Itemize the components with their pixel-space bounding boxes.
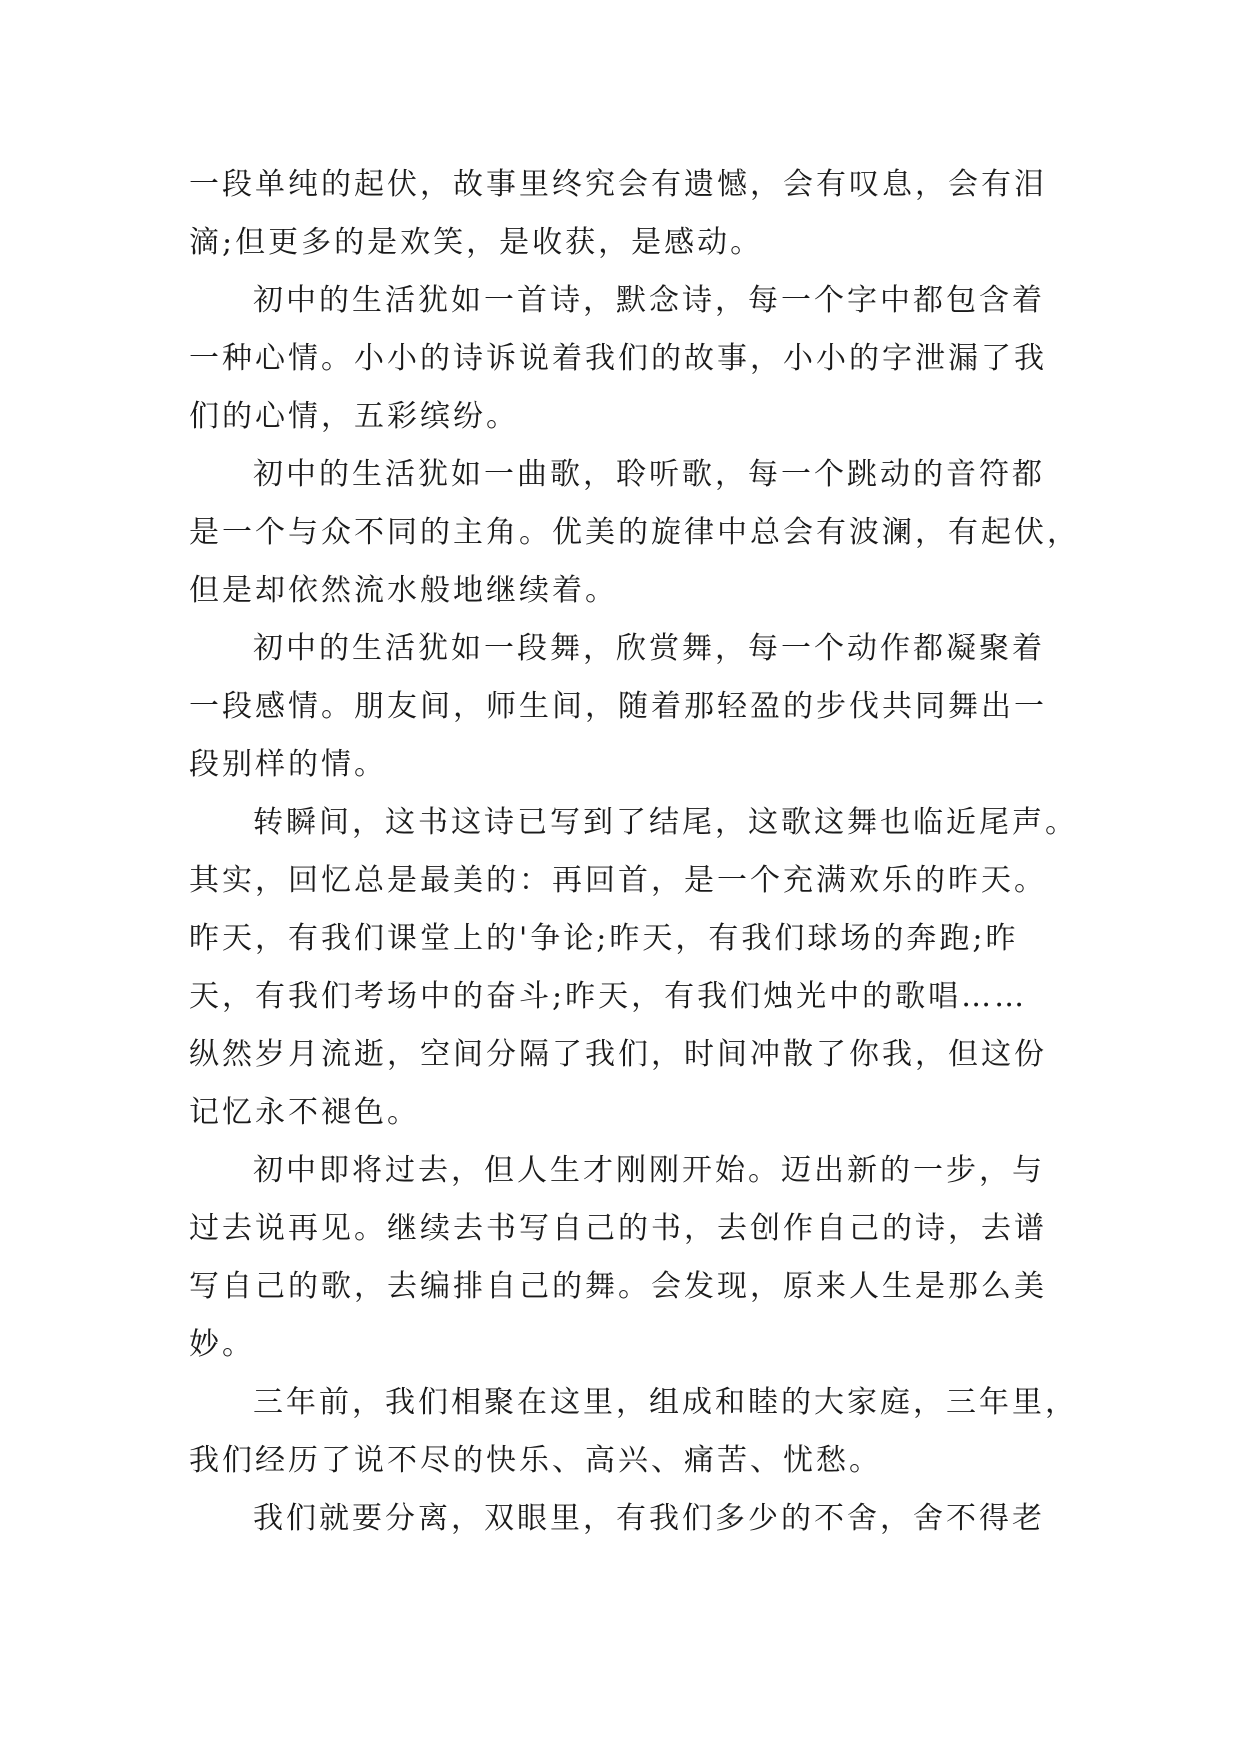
text-line: 但是却依然流水般地继续着。 [189, 573, 618, 608]
text-line: 们的心情，五彩缤纷。 [189, 399, 519, 434]
paragraph-start-line: 初中的生活犹如一首诗，默念诗，每一个字中都包含着 [253, 283, 1045, 318]
paragraph-start-line: 初中即将过去，但人生才刚刚开始。迈出新的一步，与 [253, 1153, 1045, 1188]
text-line: 过去说再见。继续去书写自己的书，去创作自己的诗，去谱 [189, 1211, 1047, 1246]
paragraph-start-line: 初中的生活犹如一曲歌，聆听歌，每一个跳动的音符都 [253, 457, 1045, 492]
paragraph-start-line: 三年前，我们相聚在这里，组成和睦的大家庭，三年里， [253, 1385, 1078, 1420]
text-line: 昨天，有我们课堂上的'争论;昨天，有我们球场的奔跑;昨 [189, 921, 1019, 956]
paragraph-start-line: 初中的生活犹如一段舞，欣赏舞，每一个动作都凝聚着 [253, 631, 1045, 666]
text-line: 天，有我们考场中的奋斗;昨天，有我们烛光中的歌唱…… [189, 979, 1028, 1014]
text-line: 其实，回忆总是最美的：再回首，是一个充满欢乐的昨天。 [189, 863, 1047, 898]
text-line: 滴;但更多的是欢笑，是收获，是感动。 [189, 225, 764, 260]
text-line: 段别样的情。 [189, 747, 387, 782]
text-line: 一段单纯的起伏，故事里终究会有遗憾，会有叹息，会有泪 [189, 167, 1047, 202]
text-line: 记忆永不褪色。 [189, 1095, 420, 1130]
paragraph-start-line: 转瞬间，这书这诗已写到了结尾，这歌这舞也临近尾声。 [253, 805, 1078, 840]
text-line: 一段感情。朋友间，师生间，随着那轻盈的步伐共同舞出一 [189, 689, 1047, 724]
paragraph-start-line: 我们就要分离，双眼里，有我们多少的不舍，舍不得老 [253, 1501, 1045, 1536]
body-text [189, 156, 1080, 1548]
text-line: 一种心情。小小的诗诉说着我们的故事，小小的字泄漏了我 [189, 341, 1047, 376]
text-line: 是一个与众不同的主角。优美的旋律中总会有波澜，有起伏， [189, 515, 1080, 550]
text-line: 纵然岁月流逝，空间分隔了我们，时间冲散了你我，但这份 [189, 1037, 1047, 1072]
text-line: 我们经历了说不尽的快乐、高兴、痛苦、忧愁。 [189, 1443, 882, 1478]
text-line: 妙。 [189, 1327, 255, 1362]
text-line: 写自己的歌，去编排自己的舞。会发现，原来人生是那么美 [189, 1269, 1047, 1304]
